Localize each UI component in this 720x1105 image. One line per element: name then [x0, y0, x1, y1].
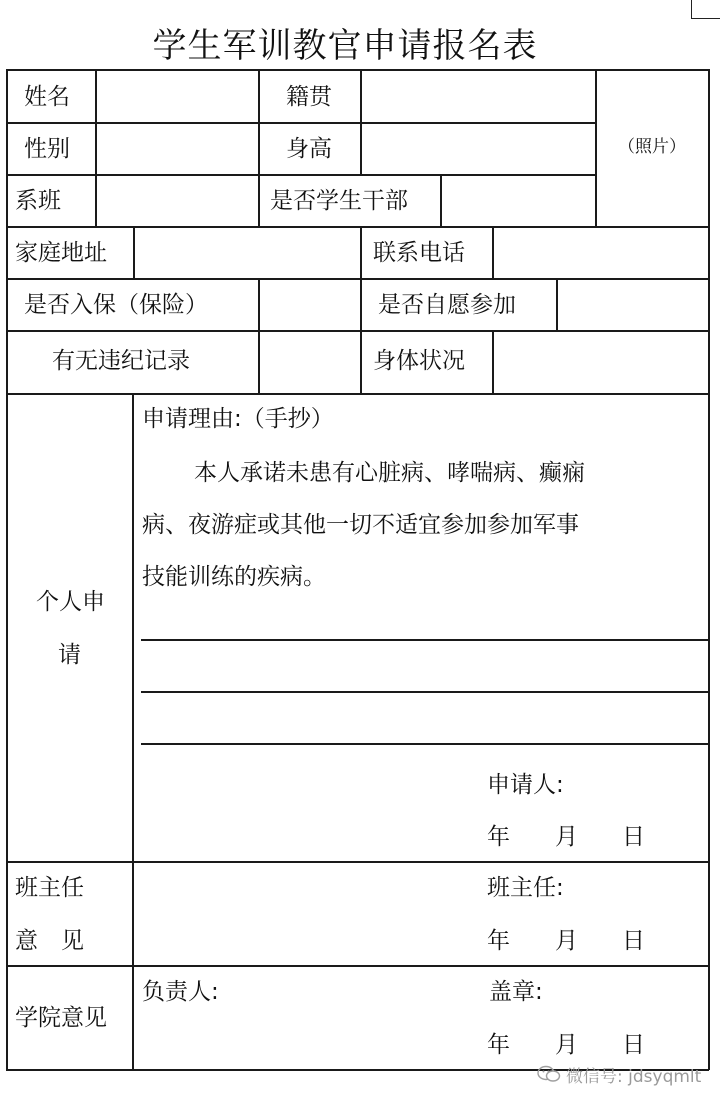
border-line	[95, 69, 97, 227]
border-line	[6, 393, 709, 395]
border-line	[360, 278, 362, 331]
border-line	[556, 278, 558, 331]
border-line	[258, 69, 260, 227]
record-label: 有无违纪记录	[52, 348, 190, 374]
border-line	[6, 965, 709, 967]
phone-label: 联系电话	[373, 240, 465, 266]
address-label: 家庭地址	[15, 240, 107, 266]
teacher-section-label: 意 见	[15, 928, 84, 954]
border-line	[360, 226, 362, 279]
border-line	[492, 226, 494, 279]
responsible-label: 负责人:	[142, 979, 219, 1005]
application-section-label: 请	[58, 642, 81, 668]
college-section-label: 学院意见	[15, 1005, 107, 1031]
gender-label: 性别	[24, 136, 70, 162]
watermark-text: 微信号: jdsyqmlt	[566, 1067, 702, 1087]
date-year: 年	[487, 928, 510, 954]
date-month: 月	[555, 928, 578, 954]
border-line	[708, 69, 710, 1070]
applicant-label: 申请人:	[487, 772, 564, 798]
border-line	[258, 330, 260, 394]
writing-line	[141, 691, 708, 693]
page-title: 学生军训教官申请报名表	[152, 26, 538, 66]
writing-line	[141, 639, 708, 641]
border-line	[360, 330, 362, 394]
date-day: 日	[622, 824, 645, 850]
class-label: 系班	[15, 188, 61, 214]
border-line	[133, 226, 135, 279]
date-year: 年	[487, 824, 510, 850]
border-line	[6, 278, 709, 280]
border-line	[258, 278, 260, 331]
native-place-label: 籍贯	[286, 84, 332, 110]
wechat-icon	[536, 1064, 562, 1084]
health-label: 身体状况	[373, 348, 465, 374]
pledge-line: 病、夜游症或其他一切不适宜参加参加军事	[142, 512, 579, 538]
teacher-signer-label: 班主任:	[487, 875, 564, 901]
pledge-line: 技能训练的疾病。	[142, 564, 326, 590]
date-day: 日	[622, 928, 645, 954]
date-day: 日	[622, 1032, 645, 1058]
photo-placeholder: （照片）	[618, 137, 686, 157]
date-month: 月	[555, 824, 578, 850]
voluntary-label: 是否自愿参加	[378, 292, 516, 318]
border-line	[6, 69, 709, 71]
border-line	[132, 393, 134, 1070]
border-line	[6, 69, 8, 1070]
border-line	[440, 174, 442, 227]
date-month: 月	[555, 1032, 578, 1058]
border-line	[6, 861, 709, 863]
pledge-line: 本人承诺未患有心脏病、哮喘病、癫痫	[194, 460, 585, 486]
cadre-label: 是否学生干部	[270, 188, 408, 214]
name-label: 姓名	[24, 84, 70, 110]
writing-line	[141, 743, 708, 745]
border-line	[6, 226, 709, 228]
application-section-label: 个人申	[36, 589, 105, 615]
date-year: 年	[487, 1032, 510, 1058]
border-line	[492, 330, 494, 394]
reason-label: 申请理由:（手抄）	[142, 406, 334, 432]
border-line	[6, 330, 709, 332]
seal-label: 盖章:	[489, 979, 543, 1005]
border-line	[360, 69, 362, 175]
teacher-section-label: 班主任	[15, 875, 84, 901]
insurance-label: 是否入保（保险）	[24, 292, 208, 318]
height-label: 身高	[286, 136, 332, 162]
